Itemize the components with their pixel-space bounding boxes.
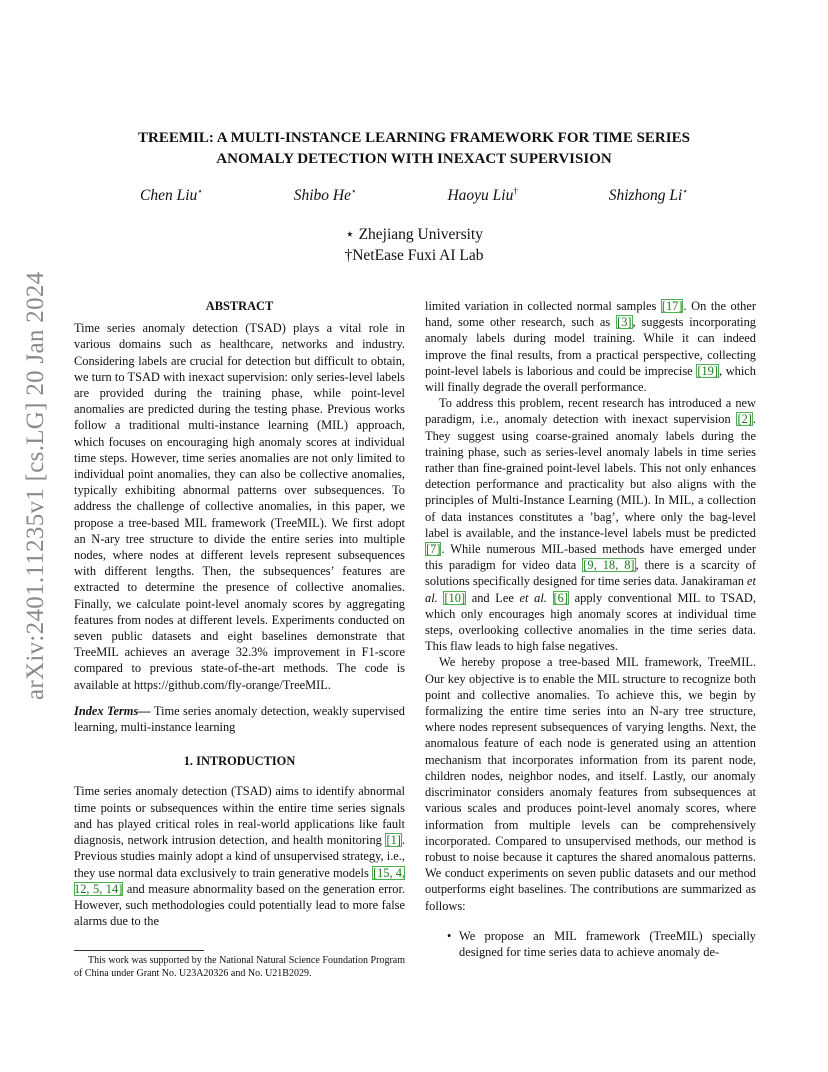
citation-link[interactable]: [9, 18, 8] [583, 558, 635, 573]
abstract-text: Time series anomaly detection (TSAD) plays a vital role in various domains such as healthcare, networks and industry. Considering labels are crucial for detection but difficult to obtain, we turn to TSAD with inexact supervision: only series-level labels are provided during the training phase, while point-level anomalies are predicted during the testing phase. Previous works follow a traditional multi-instance learning (MIL) approach, which focuses on encouraging high anomaly scores at individual time steps. However, time series anomalies are not only limited to individual point anomalies, they can also be collective anomalies, typically exhibiting abnormal patterns over subsequences. To address the challenge of collective anomalies, in this paper, we propose a tree-based MIL framework (TreeMIL). We first adopt an N-ary tree structure to divide the entire series into multiple nodes, where nodes at different levels represent subsequences with different lengths. Then, the subsequences’ features are extracted to determine the presence of collective anomalies. Finally, we calculate point-level anomaly scores by aggregating features from nodes at different levels. Experiments conducted on seven public datasets and eight baselines demonstrate that TreeMIL achieves an average 32.3% improvement in F1-score compared to previous state-of-the-art methods. The code is available at https://github.com/fly-orange/TreeMIL. [74, 321, 405, 692]
citation-link[interactable]: [7] [426, 542, 441, 557]
abstract-heading: ABSTRACT [205, 299, 274, 313]
right-column [425, 298, 756, 960]
author: Shizhong Li⋆ [608, 186, 688, 205]
citation-link[interactable]: [3] [617, 315, 632, 330]
index-terms [74, 703, 405, 735]
body-paragraph: We hereby propose a tree-based MIL framework, TreeMIL. Our key objective is to enable the MIL structure to recognize both point and collective anomalies. To achieve this, we begin by formalizing the entire time series into an N-ary tree structure, where nodes represent subsequences of varying lengths. Next, the anomalous feature of each node is generated using an attention mechanism that incorporates information from its parent node, children nodes, neighbor nodes, and itself. Lastly, our anomaly discriminator considers anomaly features from subsequences at various scales and produces point-level anomaly scores, where information from multiple levels can be comprehensively incorporated. Compared to unsupervised methods, our method is robust to noise because it captures the shared anomalous patterns. We conduct experiments on seven public datasets and our method outperforms eight baselines. The contributions are summarized as follows: [425, 655, 756, 913]
funding-footnote: This work was supported by the National Natural Science Foundation Program of China under Grant No. U23A20326 and No. U21B2029. [74, 955, 405, 979]
citation-link[interactable]: [10] [444, 590, 466, 605]
bullet-text: We propose an MIL framework (TreeMIL) specially designed for time series data to achieve anomaly de- [459, 928, 756, 959]
affiliation: ⋆ Zhejiang University [345, 226, 483, 243]
body-paragraph: limited variation in collected normal samples [17]. On the other hand, some other research, such as [3], suggests incorporating anomaly labels during model training. While it can indeed improve the final results, from a practical perspective, collecting point-level labels is laborious and could be imprecise [19], which will finally degrade the overall performance. [425, 299, 756, 395]
citation-link[interactable]: [1] [386, 833, 401, 848]
affiliation: †NetEase Fuxi AI Lab [344, 247, 484, 264]
index-terms-text: Time series anomaly detection, weakly supervised learning, multi-instance learning [74, 703, 405, 735]
author-list [140, 186, 688, 205]
title-line-2: ANOMALY DETECTION WITH INEXACT SUPERVISION [216, 151, 612, 167]
citation-link[interactable]: [17] [661, 299, 683, 313]
intro-paragraph: Time series anomaly detection (TSAD) aims to identify abnormal time points or subsequences within the entire time series signals and has played critical roles in real-world applications like fault diagnosis, network intrusion detection, and health monitoring [1]. Previous studies mainly adopt a kind of unsupervised strategy, i.e., they use normal data exclusively to train generative models [15, 4, 12, 5, 14] and measure abnormality based on the generation error. However, such methodologies could potentially lead to more false alarms due to the [74, 784, 405, 929]
citation-link[interactable]: [6] [553, 590, 568, 605]
citation-link[interactable]: [19] [697, 363, 718, 378]
index-terms-label: Index Terms— [74, 703, 151, 718]
left-column [74, 298, 405, 929]
contribution-bullet [425, 928, 756, 960]
footnote-divider [74, 950, 204, 951]
introduction-heading: 1. INTRODUCTION [183, 754, 296, 769]
affiliations [200, 224, 628, 266]
body-paragraph: To address this problem, recent research has introduced a new paradigm, i.e., anomaly detection with inexact supervision [2]. They suggest using coarse-grained anomaly labels during the training phase, such as series-level anomaly labels in time series rather than fine-grained point-level labels. This not only enhances detection performance and practicality but also aligns with the principles of Multi-Instance Learning (MIL). In MIL, a collection of data instances constitutes a ’bag’, where only the bag-level label is available, and the instance-level labels must be predicted [7]. While numerous MIL-based methods have emerged under this paradigm for video data [9, 18, 8], there is a scarcity of solutions specifically designed for time series data. Janakiraman et al. [10] and Lee et al. [6] apply conventional MIL to TSAD, which only encourages high anomaly scores at individual time steps, overlooking collective anomalies in the time series data. This flaw leads to high false negatives. [425, 396, 756, 654]
paper-title [60, 128, 768, 170]
arxiv-identifier: arXiv:2401.11235v1 [cs.LG] 20 Jan 2024 [22, 271, 49, 700]
author: Chen Liu⋆ [140, 186, 203, 205]
citation-link[interactable]: [15, 4, 12, 5, 14] [74, 865, 405, 896]
author: Haoyu Liu† [447, 186, 518, 205]
title-line-1: TREEMIL: A MULTI-INSTANCE LEARNING FRAMEWORK FOR TIME SERIES [138, 130, 690, 146]
author: Shibo He⋆ [293, 186, 357, 205]
citation-link[interactable]: [2] [737, 412, 752, 427]
bullet-icon: • [447, 928, 452, 943]
